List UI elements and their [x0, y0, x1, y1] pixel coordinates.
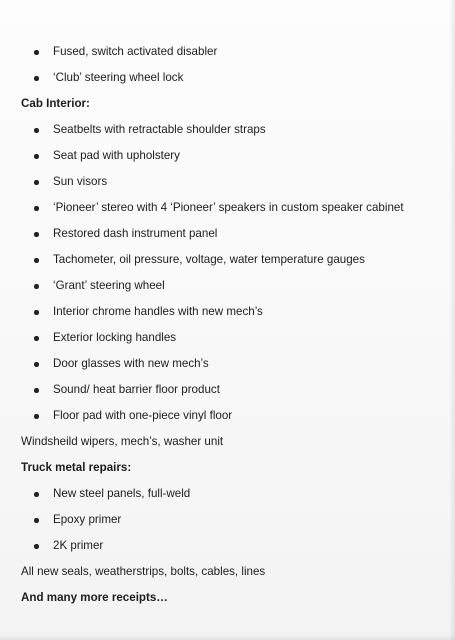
list-item-text: ‘Grant’ steering wheel: [53, 279, 165, 292]
bullet-icon: [34, 544, 39, 549]
bullet-icon: [34, 518, 39, 523]
bullet-icon: [34, 362, 39, 367]
bullet-icon: [34, 76, 39, 81]
list-item-text: Fused, switch activated disabler: [53, 45, 218, 58]
list-item-text: ‘Pioneer’ stereo with 4 ‘Pioneer’ speakers in custom speaker cabinet: [53, 201, 404, 214]
paragraph-text: Windsheild wipers, mech’s, washer unit: [21, 435, 224, 448]
bullet-icon: [34, 154, 39, 159]
list-item-text: Sun visors: [53, 175, 108, 188]
list-item-text: New steel panels, full-weld: [53, 487, 191, 500]
section-heading-text: Truck metal repairs:: [21, 461, 132, 474]
bullet-icon: [34, 388, 39, 393]
bullet-icon: [34, 128, 39, 133]
bullet-icon: [34, 50, 39, 55]
list-item-text: Door glasses with new mech’s: [53, 357, 209, 370]
list-item-text: Epoxy primer: [53, 513, 122, 526]
bullet-icon: [34, 492, 39, 497]
bullet-icon: [34, 284, 39, 289]
paragraph-text: All new seals, weatherstrips, bolts, cables, lines: [21, 565, 266, 578]
list-item-text: Interior chrome handles with new mech’s: [53, 305, 263, 318]
bullet-icon: [34, 336, 39, 341]
bullet-icon: [34, 414, 39, 419]
list-item-text: Exterior locking handles: [53, 331, 177, 344]
list-item-text: Floor pad with one-piece vinyl floor: [53, 409, 233, 422]
section-heading-text: And many more receipts…: [21, 591, 168, 604]
bullet-icon: [34, 258, 39, 263]
page-bottom-shadow: [0, 635, 455, 640]
list-item-text: Seatbelts with retractable shoulder straps: [53, 123, 266, 136]
list-item-text: Seat pad with upholstery: [53, 149, 180, 162]
bullet-icon: [34, 180, 39, 185]
list-item-text: Tachometer, oil pressure, voltage, water temperature gauges: [53, 253, 365, 266]
list-item-text: 2K primer: [53, 539, 104, 552]
bullet-icon: [34, 310, 39, 315]
bullet-icon: [34, 232, 39, 237]
section-heading-text: Cab Interior:: [21, 97, 90, 110]
list-item-text: Sound/ heat barrier floor product: [53, 383, 220, 396]
page-edge-shadow: [449, 0, 455, 640]
list-item-text: ‘Club’ steering wheel lock: [53, 71, 184, 84]
list-item-text: Restored dash instrument panel: [53, 227, 218, 240]
bullet-icon: [34, 206, 39, 211]
